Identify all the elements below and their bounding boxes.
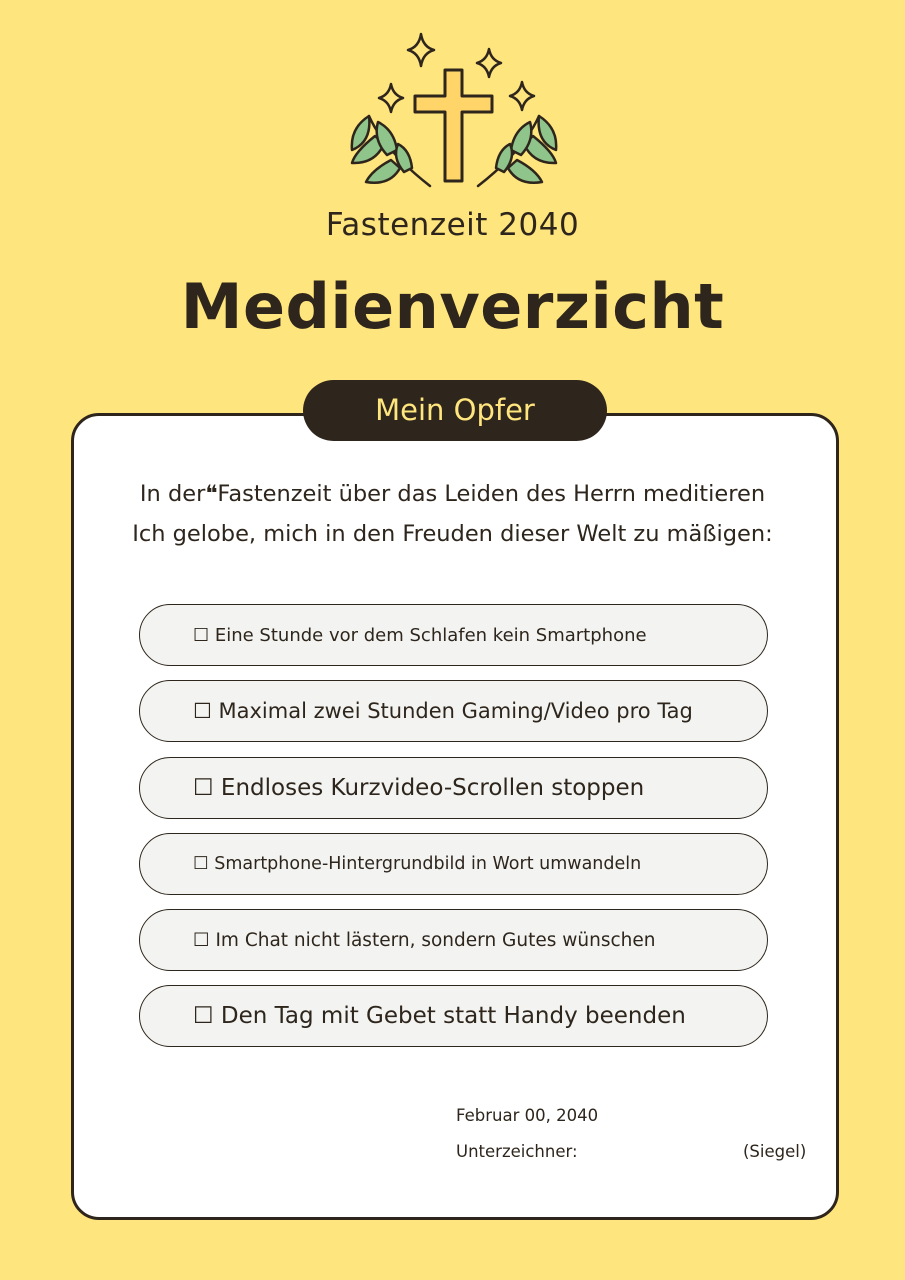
pledge-option-label: ☐ Maximal zwei Stunden Gaming/Video pro Tag: [193, 699, 693, 723]
page-title: Medienverzicht: [180, 270, 725, 343]
pledge-option-label: ☐ Den Tag mit Gebet statt Handy beenden: [193, 1003, 686, 1029]
pledge-line-1: In der❝Fastenzeit über das Leiden des Herrn meditieren: [139, 481, 766, 507]
pledge-line-2: Ich gelobe, mich in den Freuden dieser Welt zu mäßigen:: [132, 521, 773, 547]
laurel-right-icon: [478, 116, 556, 186]
laurel-left-icon: [352, 116, 430, 186]
pledge-option-label: ☐ Im Chat nicht lästern, sondern Gutes wünschen: [193, 929, 656, 951]
seal-label: (Siegel): [743, 1142, 807, 1161]
pledge-option-label: ☐ Endloses Kurzvideo-Scrollen stoppen: [193, 775, 645, 801]
cross-icon: [415, 70, 492, 181]
card-label: Mein Opfer: [303, 380, 607, 441]
pledge-option[interactable]: [139, 833, 768, 895]
cross-emblem: [340, 28, 566, 196]
pledge-option[interactable]: [139, 909, 768, 971]
signer-label: Unterzeichner:: [456, 1142, 578, 1161]
date-text: Februar 00, 2040: [456, 1106, 599, 1125]
pledge-option-label: ☐ Smartphone-Hintergrundbild in Wort umwandeln: [193, 854, 642, 874]
subtitle: Fastenzeit 2040: [325, 207, 580, 243]
pledge-option[interactable]: [139, 985, 768, 1047]
pledge-option[interactable]: [139, 757, 768, 819]
pledge-option[interactable]: [139, 604, 768, 666]
pledge-option-label: ☐ Eine Stunde vor dem Schlafen kein Smartphone: [193, 624, 647, 646]
pledge-option[interactable]: [139, 680, 768, 742]
